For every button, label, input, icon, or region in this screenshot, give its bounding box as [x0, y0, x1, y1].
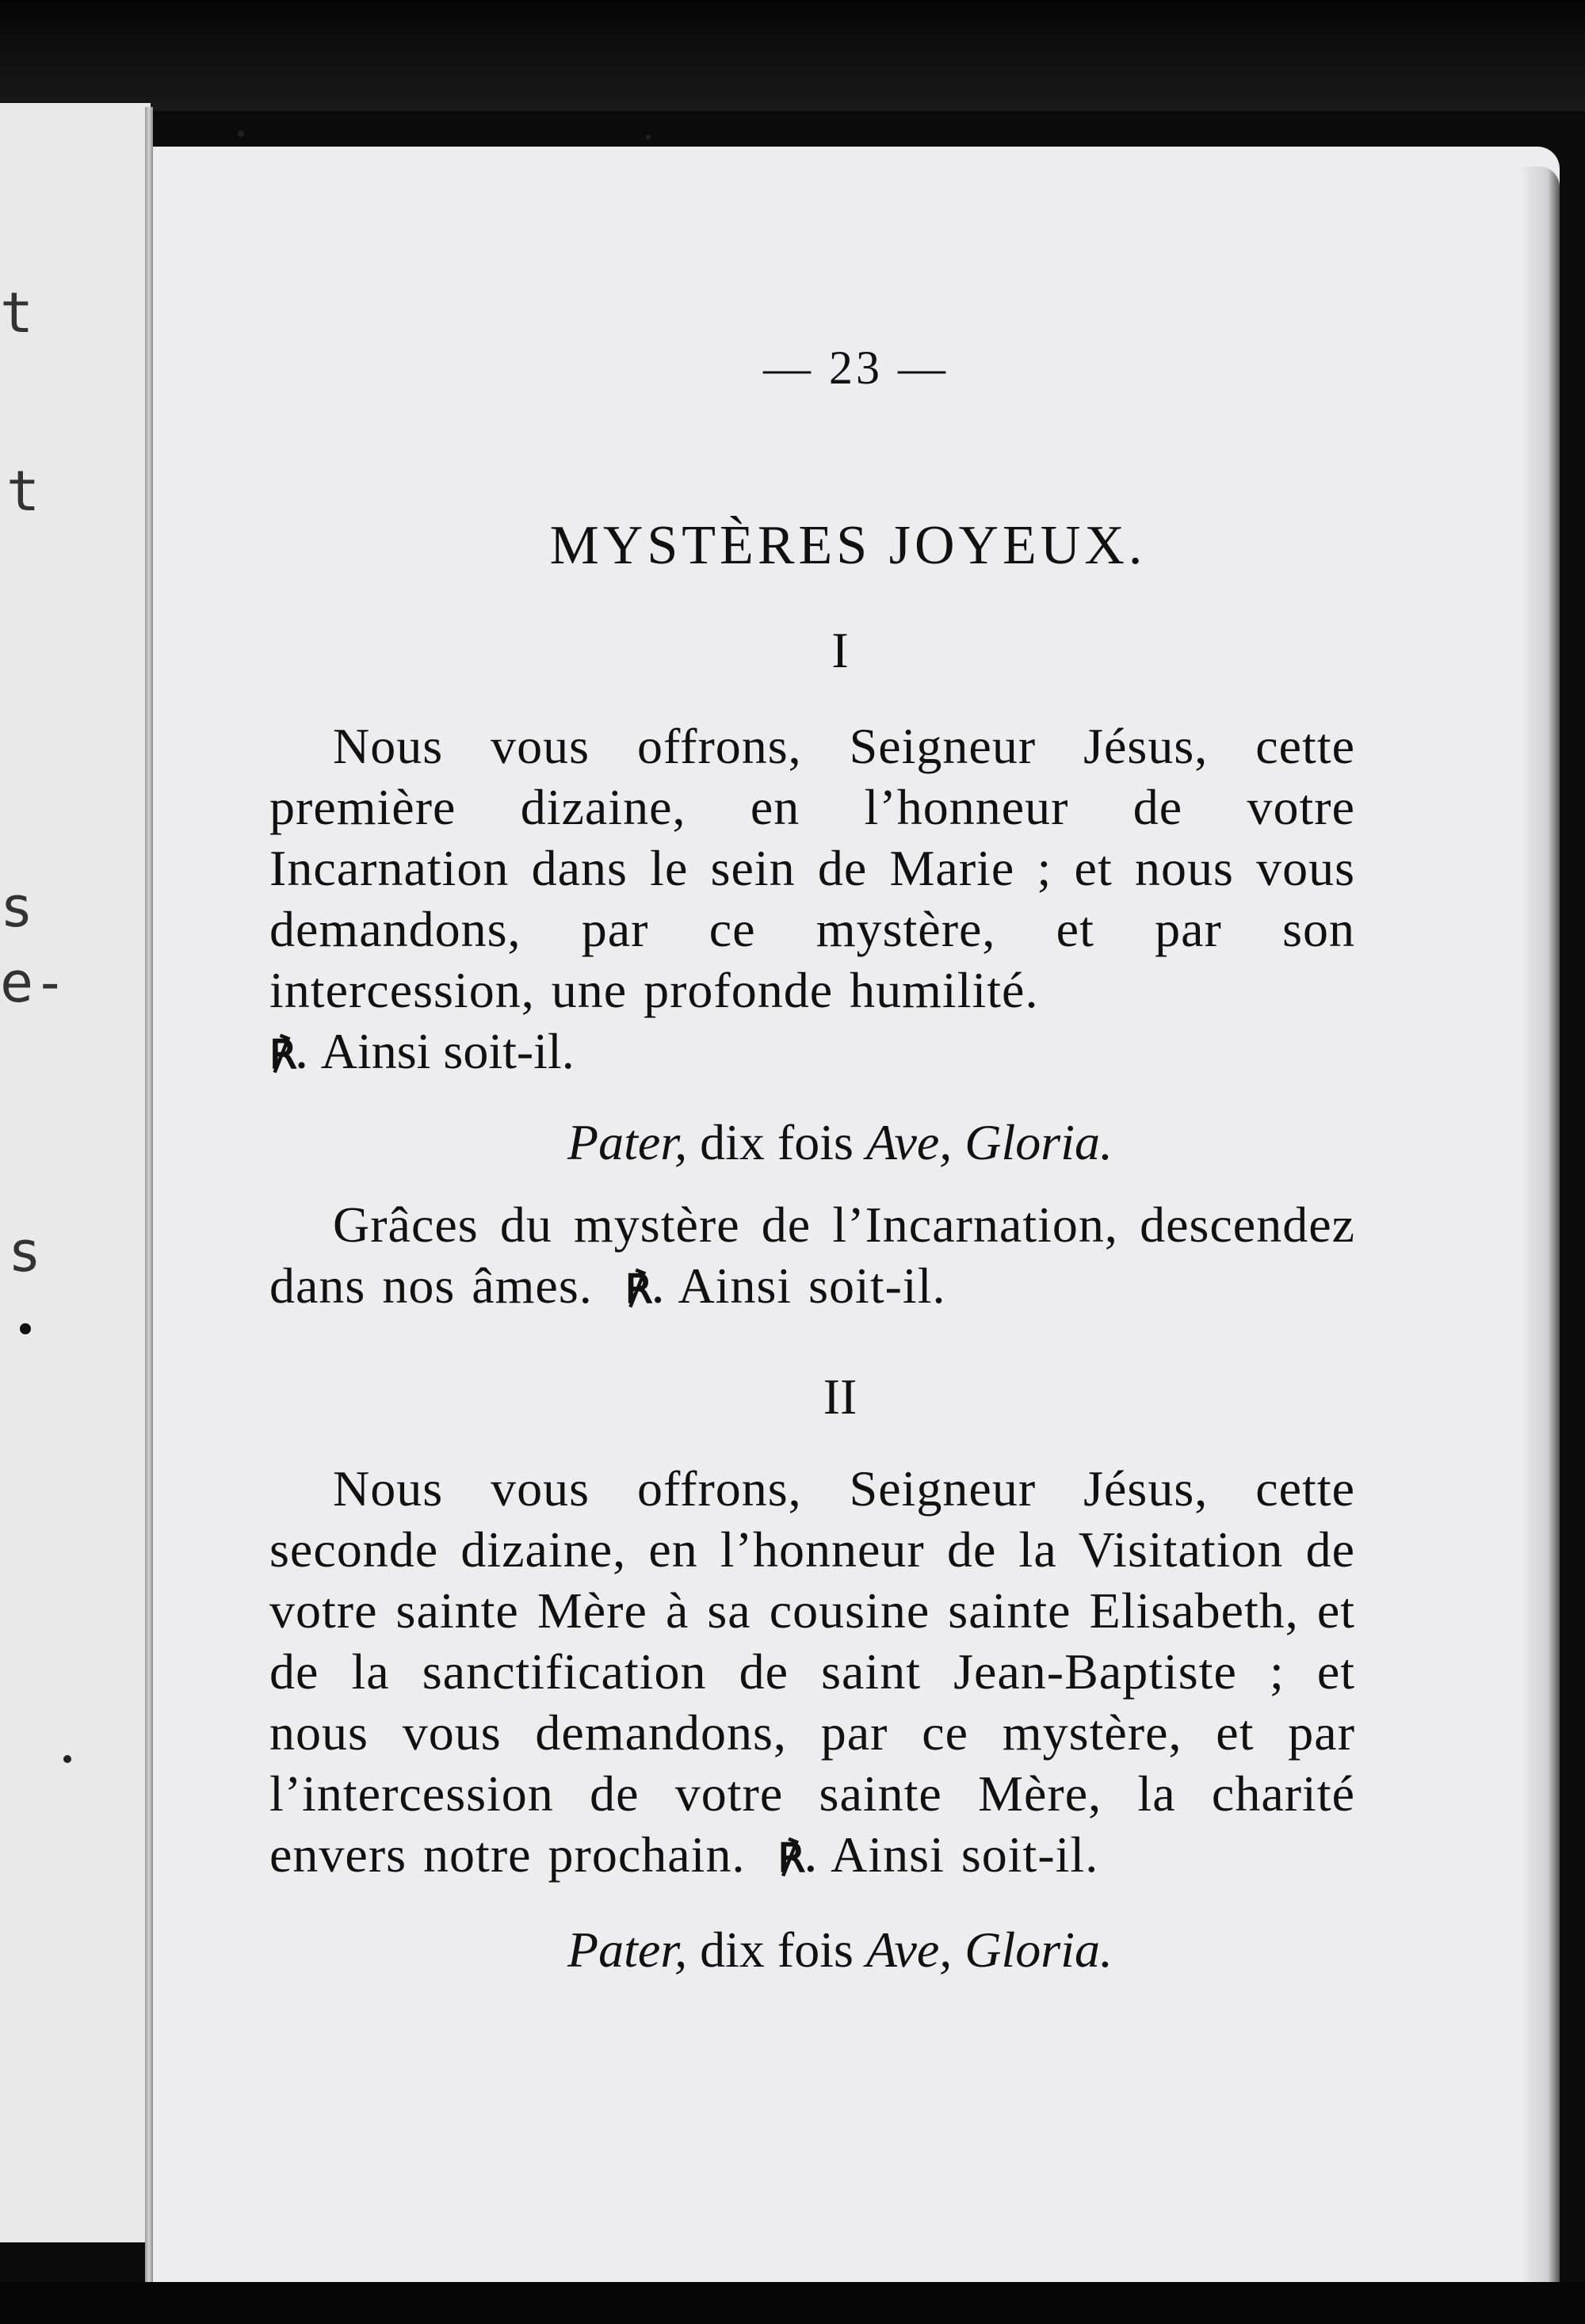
rubric-ave: Ave, Gloria. — [865, 1114, 1113, 1170]
page-number: — 23 — — [763, 342, 949, 394]
page-edge-shadow — [1520, 166, 1560, 2282]
margin-fragment: e- — [0, 950, 67, 1015]
rubric-line — [325, 1113, 1355, 1172]
scan-top-border — [0, 0, 1585, 111]
section-numeral: I — [831, 622, 849, 678]
response-symbol: ℟. — [269, 1032, 307, 1077]
prayer-text: Nous vous offrons, Seigneur Jésus, cette seconde dizaine, en l’honneur de la Visitation de votre sainte Mère à sa cousine sainte Elisabeth, et de la sanctification de saint Jean-Baptiste ; et nous vous demandons, par ce mystère, et par l’intercession de votre sainte Mère, la charité envers notre prochain. — [269, 1460, 1355, 1883]
response-symbol: ℟. — [624, 1267, 664, 1311]
ink-speck — [20, 1323, 31, 1334]
prayer-paragraph — [269, 1458, 1355, 1889]
response-symbol: ℟. — [777, 1836, 817, 1880]
section-numeral: II — [823, 1368, 857, 1425]
scan-bottom-border — [0, 2282, 1585, 2324]
rubric-middle: dix fois — [700, 1114, 854, 1170]
ink-speck — [646, 135, 651, 139]
response-line — [269, 1021, 1355, 1086]
margin-fragment: t — [6, 459, 40, 524]
response-text: Ainsi soit-il. — [831, 1826, 1099, 1883]
prayer-paragraph — [269, 716, 1355, 1021]
rubric-ave: Ave, Gloria. — [865, 1921, 1113, 1978]
graces-paragraph — [269, 1194, 1355, 1320]
margin-fragment: s — [8, 1219, 42, 1284]
response-text: Ainsi soit-il. — [320, 1023, 575, 1079]
rubric-pater: Pater, — [567, 1921, 688, 1978]
chapter-title: MYSTÈRES JOYEUX. — [549, 515, 1147, 576]
prayer-text: Nous vous offrons, Seigneur Jésus, cette première dizaine, en l’honneur de votre Incarnation dans le sein de Marie ; et nous vous demandons, par ce mystère, et par son intercession, une profonde humilité. — [269, 718, 1355, 1018]
facing-page-fragment — [0, 103, 151, 2242]
page-content — [269, 341, 1355, 1979]
book-gutter — [145, 107, 153, 2282]
margin-fragment: t — [0, 280, 34, 345]
rubric-pater: Pater, — [567, 1114, 688, 1170]
ink-speck — [238, 131, 244, 137]
ink-speck — [63, 1755, 71, 1763]
rubric-line — [325, 1921, 1355, 1979]
rubric-middle: dix fois — [700, 1921, 854, 1978]
graces-text: Grâces du mystère de l’Incarnation, descendez dans nos âmes. — [269, 1196, 1355, 1314]
response-text: Ainsi soit-il. — [678, 1257, 946, 1314]
margin-fragment: s — [0, 875, 34, 940]
